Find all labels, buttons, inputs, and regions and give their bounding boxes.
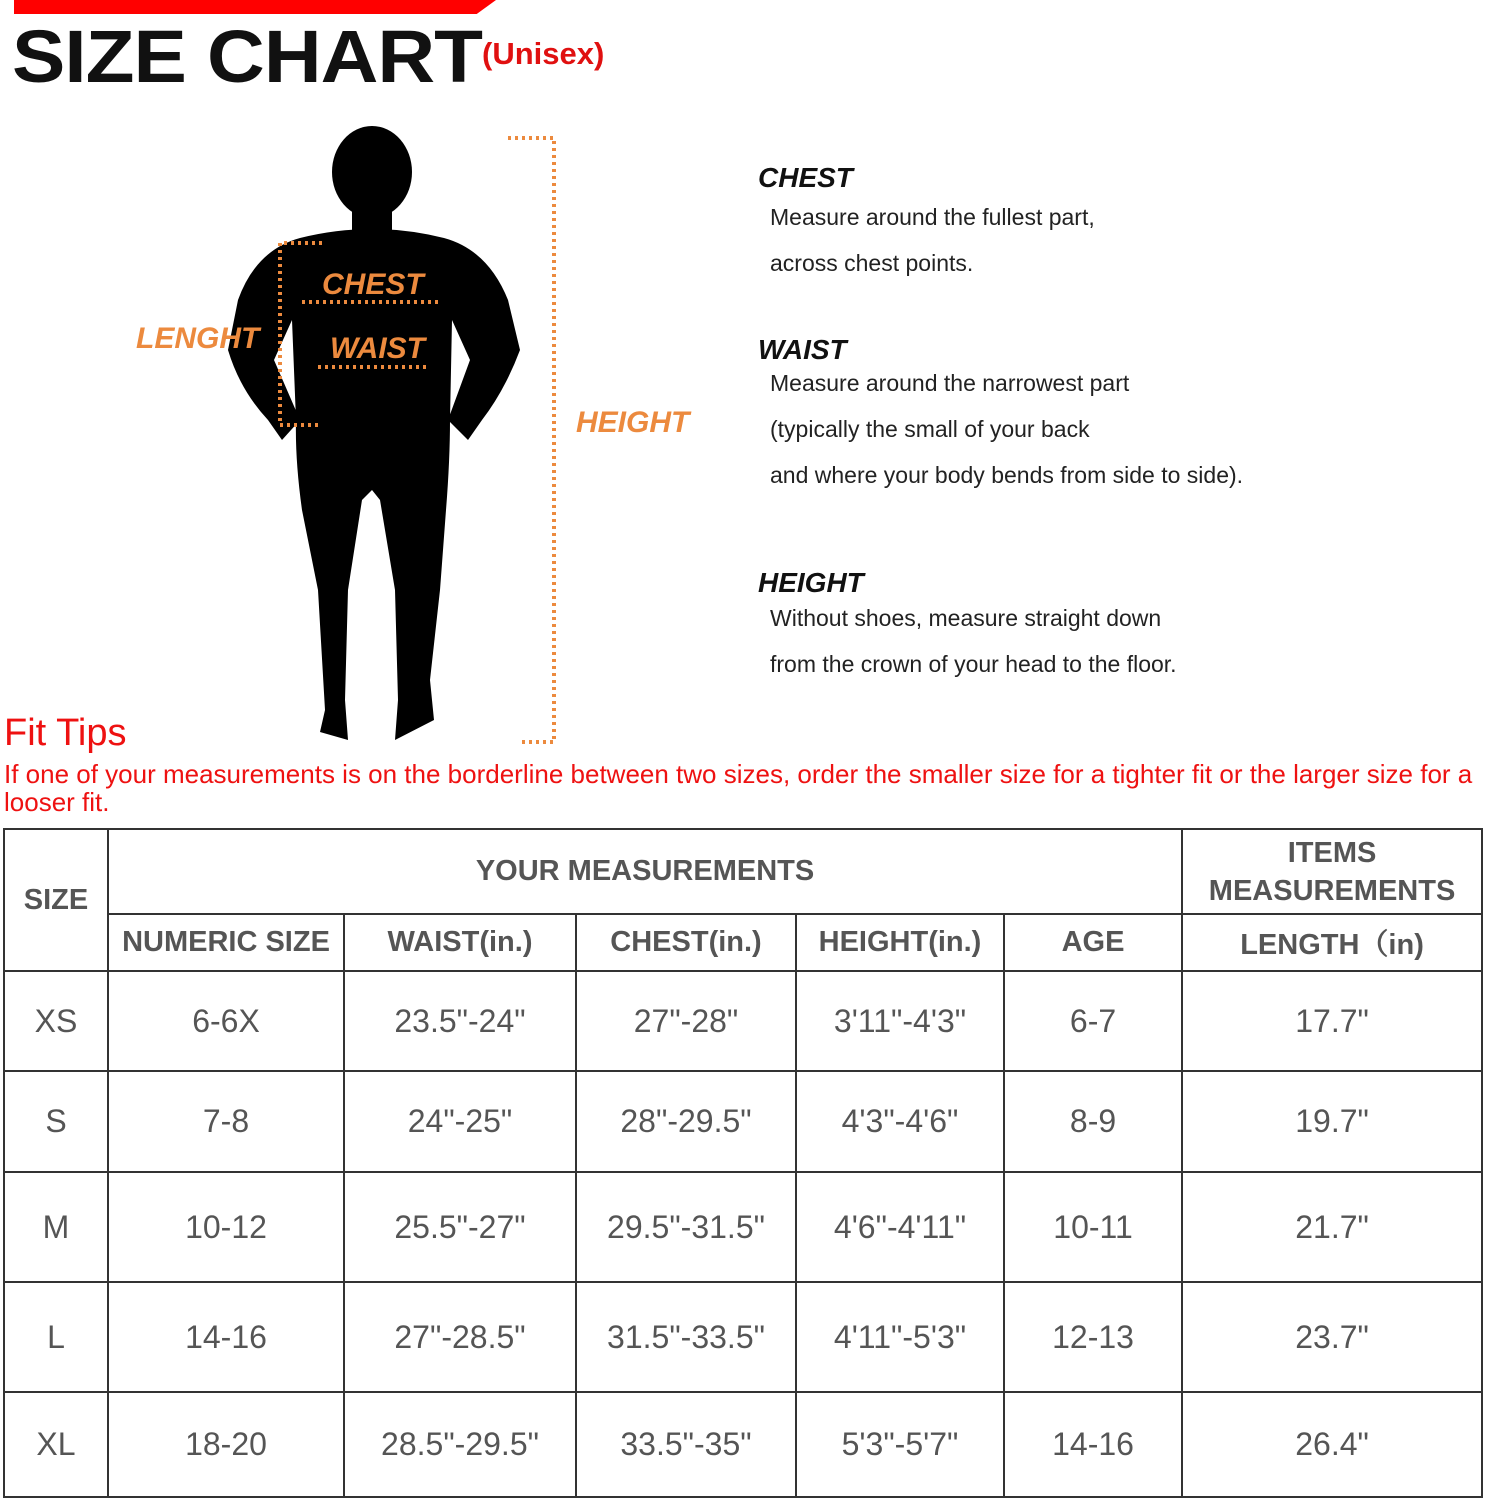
age-cell: 6-7 <box>1004 971 1182 1071</box>
chest-header: CHEST(in.) <box>576 914 796 971</box>
waist-text-line: Measure around the narrowest part <box>770 370 1130 396</box>
size-cell: L <box>4 1282 108 1392</box>
numeric-cell: 14-16 <box>108 1282 344 1392</box>
waist-cell: 25.5"-27" <box>344 1172 576 1282</box>
chest-cell: 33.5"-35" <box>576 1392 796 1497</box>
numeric-cell: 18-20 <box>108 1392 344 1497</box>
chest-cell: 31.5"-33.5" <box>576 1282 796 1392</box>
your-measurements-header: YOUR MEASUREMENTS <box>108 829 1182 914</box>
table-row <box>4 1282 1482 1392</box>
age-header: AGE <box>1004 914 1182 971</box>
page-title: SIZE CHART <box>12 14 482 98</box>
chest-text-line: Measure around the fullest part, <box>770 204 1095 230</box>
chest-description <box>758 162 1095 286</box>
figure-label-length: LENGHT <box>136 322 260 355</box>
length-cell: 17.7" <box>1182 971 1482 1071</box>
size-cell: S <box>4 1071 108 1172</box>
chest-cell: 27"-28" <box>576 971 796 1071</box>
height-cell: 5'3"-5'7" <box>796 1392 1004 1497</box>
length-cell: 26.4" <box>1182 1392 1482 1497</box>
table-subheader-row <box>4 914 1482 971</box>
height-cell: 4'11"-5'3" <box>796 1282 1004 1392</box>
table-row <box>4 1392 1482 1497</box>
fit-tips-text: If one of your measurements is on the borderline between two sizes, order the smaller size for a tighter fit or the larger size for a looser fit. <box>4 759 1473 817</box>
length-cell: 23.7" <box>1182 1282 1482 1392</box>
height-cell: 4'6"-4'11" <box>796 1172 1004 1282</box>
size-cell: XS <box>4 971 108 1071</box>
figure-label-height: HEIGHT <box>576 406 690 439</box>
waist-cell: 28.5"-29.5" <box>344 1392 576 1497</box>
table-row <box>4 971 1482 1071</box>
chest-text-line: across chest points. <box>770 250 974 276</box>
waist-cell: 23.5"-24" <box>344 971 576 1071</box>
height-header: HEIGHT(in.) <box>796 914 1004 971</box>
fit-tips-title: Fit Tips <box>4 712 127 754</box>
items-measurements-header: ITEMS MEASUREMENTS <box>1182 829 1482 914</box>
length-cell: 19.7" <box>1182 1071 1482 1172</box>
length-header: LENGTH（in) <box>1182 914 1482 971</box>
size-cell: XL <box>4 1392 108 1497</box>
chest-cell: 29.5"-31.5" <box>576 1172 796 1282</box>
numeric-cell: 10-12 <box>108 1172 344 1282</box>
height-heading: HEIGHT <box>758 567 864 598</box>
age-cell: 10-11 <box>1004 1172 1182 1282</box>
height-text-line: Without shoes, measure straight down <box>770 605 1162 631</box>
page-subtitle: (Unisex) <box>482 36 605 71</box>
figure-label-waist: WAIST <box>330 332 425 365</box>
chest-heading: CHEST <box>758 162 853 193</box>
table-row <box>4 1071 1482 1172</box>
chest-cell: 28"-29.5" <box>576 1071 796 1172</box>
height-text-line: from the crown of your head to the floor. <box>770 651 1177 677</box>
waist-heading: WAIST <box>758 334 847 365</box>
table-header-row <box>4 829 1482 914</box>
height-cell: 3'11"-4'3" <box>796 971 1004 1071</box>
numeric-cell: 7-8 <box>108 1071 344 1172</box>
size-cell: M <box>4 1172 108 1282</box>
waist-text-line: (typically the small of your back <box>770 416 1090 442</box>
age-cell: 8-9 <box>1004 1071 1182 1172</box>
size-column-header: SIZE <box>4 829 108 971</box>
waist-cell: 24"-25" <box>344 1071 576 1172</box>
numeric-cell: 6-6X <box>108 971 344 1071</box>
waist-description <box>758 334 1243 498</box>
age-cell: 12-13 <box>1004 1282 1182 1392</box>
waist-cell: 27"-28.5" <box>344 1282 576 1392</box>
length-cell: 21.7" <box>1182 1172 1482 1282</box>
waist-header: WAIST(in.) <box>344 914 576 971</box>
figure-label-chest: CHEST <box>322 268 424 301</box>
waist-text-line: and where your body bends from side to side). <box>770 462 1244 488</box>
height-cell: 4'3"-4'6" <box>796 1071 1004 1172</box>
table-row <box>4 1172 1482 1282</box>
top-accent-bar <box>14 0 496 14</box>
height-description <box>758 567 1177 687</box>
age-cell: 14-16 <box>1004 1392 1182 1497</box>
numeric-size-header: NUMERIC SIZE <box>108 914 344 971</box>
size-table <box>3 828 1483 1498</box>
body-figure <box>0 120 720 750</box>
